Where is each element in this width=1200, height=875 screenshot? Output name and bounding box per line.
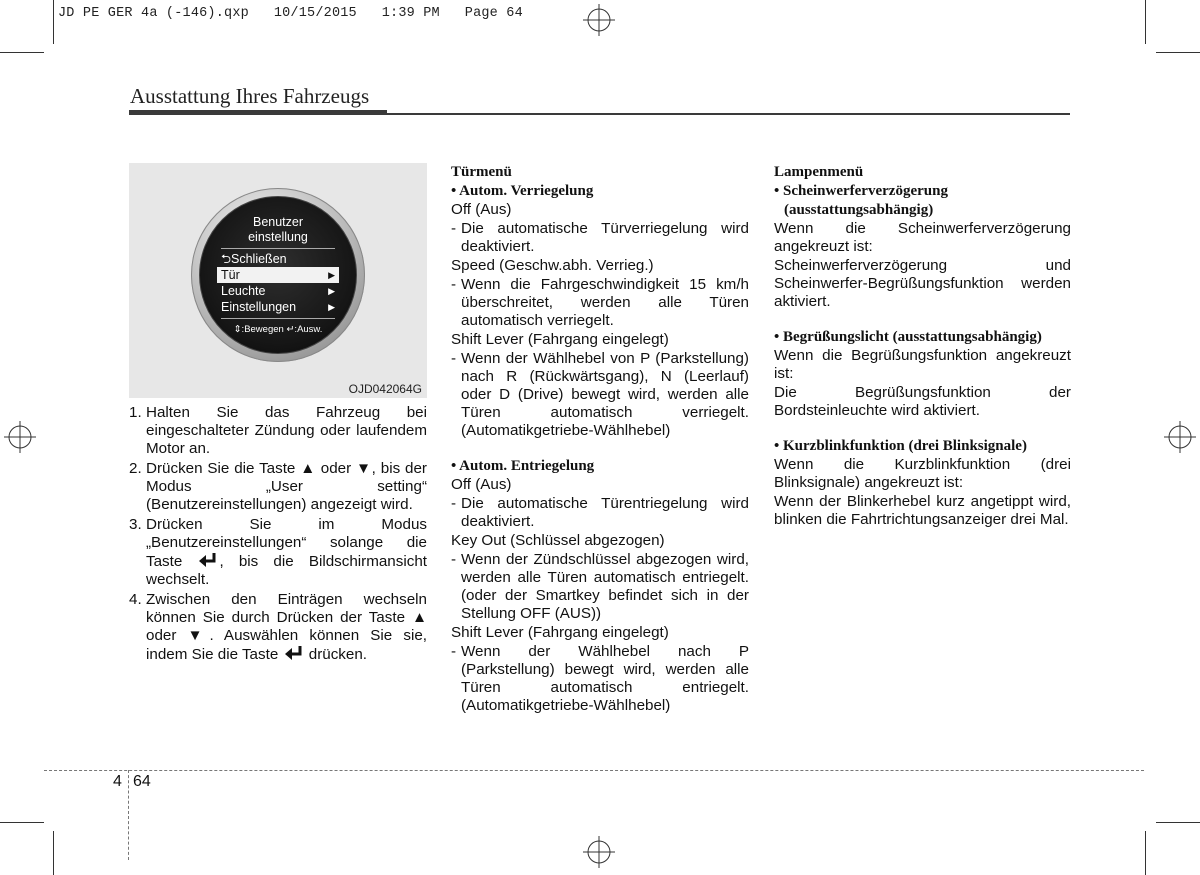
enter-key-icon bbox=[283, 645, 305, 661]
step-number: 3. bbox=[129, 516, 142, 533]
subsection-heading: Lampenmenü bbox=[774, 164, 864, 180]
option-desc: Wenn die Fahrgeschwindigkeit 15 km/h überschreitet, werden alle Türen automatisch verriegelt. bbox=[461, 276, 749, 329]
section-title: Ausstattung Ihres Fahrzeugs bbox=[130, 84, 370, 108]
crop-mark bbox=[53, 831, 54, 875]
step-text: Drücken Sie die Taste ▲ oder ▼, bis der Modus „User setting“ (Benutzereinstellungen) angezeigt wird. bbox=[146, 460, 427, 513]
user-settings-menu bbox=[217, 215, 339, 336]
list-item bbox=[129, 591, 427, 664]
option-label: Shift Lever (Fahrgang eingelegt) bbox=[451, 624, 669, 641]
menu-item-label: Leuchte bbox=[221, 284, 266, 298]
menu-item-label: Einstellungen bbox=[221, 300, 297, 314]
crop-mark bbox=[1145, 0, 1146, 44]
title-rule bbox=[129, 110, 387, 115]
registration-mark-icon bbox=[583, 4, 615, 36]
step-number: 2. bbox=[129, 460, 142, 477]
item-heading: • Kurzblinkfunktion (drei Blinksignale) bbox=[774, 438, 1027, 454]
list-item: - Wenn der Zündschlüssel abgezogen wird, werden alle Türen automatisch entriegelt. (oder der Smartkey befindet sich in der Stellung OFF (AUS)) bbox=[451, 551, 749, 622]
menu-footer-move: Bewegen bbox=[244, 324, 284, 335]
registration-mark-icon bbox=[4, 421, 36, 453]
registration-mark-icon bbox=[583, 836, 615, 868]
lamp-menu-column bbox=[774, 163, 1071, 530]
door-menu-column bbox=[451, 163, 749, 716]
paragraph: Wenn die Begrüßungsfunktion angekreuzt ist: bbox=[774, 347, 1071, 382]
chevron-right-icon: ▶ bbox=[328, 270, 335, 280]
item-heading: • Autom. Entriegelung bbox=[451, 458, 595, 474]
menu-title: einstellung bbox=[248, 230, 308, 244]
option-label: Off (Aus) bbox=[451, 201, 512, 218]
paragraph: Scheinwerferverzögerung und Scheinwerfer-Begrüßungsfunktion werden aktiviert. bbox=[774, 257, 1071, 310]
step-text bbox=[146, 591, 427, 664]
paragraph: Wenn die Kurzblinkfunktion (drei Blinksignale) angekreuzt ist: bbox=[774, 456, 1071, 491]
step-number: 4. bbox=[129, 591, 142, 608]
menu-item-settings bbox=[217, 299, 339, 315]
crop-mark bbox=[0, 822, 44, 823]
list-item: - Wenn der Wählhebel nach P (Parkstellung) bewegt wird, werden alle Türen automatisch entriegelt. (Automatikgetriebe-Wählhebel) bbox=[451, 643, 749, 714]
menu-item-door bbox=[217, 267, 339, 283]
item-heading: • Scheinwerferverzögerung bbox=[774, 183, 948, 199]
option-label: Off (Aus) bbox=[451, 476, 512, 493]
option-label: Shift Lever (Fahrgang eingelegt) bbox=[451, 331, 669, 348]
list-item: - Die automatische Türentriegelung wird deaktiviert. bbox=[451, 495, 749, 530]
paragraph: Wenn der Blinkerhebel kurz angetippt wird, blinken die Fahrtrichtungsanzeiger drei Mal. bbox=[774, 493, 1071, 528]
paragraph: Die Begrüßungsfunktion der Bordsteinleuchte wird aktiviert. bbox=[774, 384, 1071, 419]
option-label: Key Out (Schlüssel abgezogen) bbox=[451, 532, 665, 549]
list-item: - Wenn die Fahrgeschwindigkeit 15 km/h überschreitet, werden alle Türen automatisch verriegelt. bbox=[451, 276, 749, 329]
menu-footer: ⇕:Bewegen ↵:Ausw. bbox=[233, 324, 323, 335]
menu-item-label: Schließen bbox=[231, 252, 287, 266]
option-desc: Wenn der Wählhebel nach P (Parkstellung) bewegt wird, werden alle Türen automatisch entriegelt. (Automatikgetriebe-Wählhebel) bbox=[461, 643, 749, 714]
item-heading: • Autom. Verriegelung bbox=[451, 183, 594, 199]
menu-item-label: Tür bbox=[221, 268, 240, 282]
footer-divider bbox=[128, 770, 129, 860]
crop-mark bbox=[1145, 831, 1146, 875]
step-text-part: Zwischen den Einträgen wechseln können Sie durch Drücken der Taste ▲ oder ▼. Auswählen können Sie sie, indem Sie die Taste bbox=[146, 591, 427, 663]
step-text-part: , bis die Bildschirmansicht wechselt. bbox=[146, 553, 427, 588]
step-text-part: Drücken Sie im Modus „Benutzereinstellungen“ solange die Taste bbox=[146, 516, 427, 570]
menu-divider bbox=[221, 248, 335, 249]
up-down-icon: ⇕ bbox=[233, 324, 242, 335]
figure-code: OJD042064G bbox=[348, 382, 422, 396]
chapter-number: 4 bbox=[113, 773, 122, 790]
list-item bbox=[129, 404, 427, 458]
list-item: - Wenn der Wählhebel von P (Parkstellung) nach R (Rückwärtsgang), N (Leerlauf) oder D (Drive) bewegt wird, werden alle Türen automatisch verriegelt. (Automatikgetriebe-Wählhebel) bbox=[451, 350, 749, 439]
menu-footer-select: Ausw. bbox=[297, 324, 323, 335]
option-label: Speed (Geschw.abh. Verrieg.) bbox=[451, 257, 654, 274]
list-item bbox=[129, 460, 427, 514]
menu-title: Benutzer bbox=[252, 215, 304, 229]
steps-column bbox=[129, 404, 427, 666]
menu-divider bbox=[221, 318, 335, 319]
item-heading: (ausstattungsabhängig) bbox=[784, 202, 934, 218]
chevron-right-icon: ▶ bbox=[328, 286, 335, 296]
crop-mark bbox=[0, 52, 44, 53]
print-header: JD PE GER 4a (-146).qxp 10/15/2015 1:39 PM Page 64 bbox=[58, 6, 523, 21]
crop-mark bbox=[53, 0, 54, 44]
step-text: Halten Sie das Fahrzeug bei eingeschalteter Zündung oder laufendem Motor an. bbox=[146, 404, 427, 457]
chevron-right-icon: ▶ bbox=[328, 302, 335, 312]
cluster-display-figure bbox=[129, 163, 427, 398]
page-number: 64 bbox=[133, 773, 151, 790]
step-text-part: drücken. bbox=[308, 646, 368, 663]
enter-key-icon bbox=[197, 552, 219, 568]
menu-item-close bbox=[217, 251, 339, 267]
crop-mark bbox=[1156, 52, 1200, 53]
title-rule bbox=[387, 113, 1070, 115]
option-desc: Wenn der Wählhebel von P (Parkstellung) nach R (Rückwärtsgang), N (Leerlauf) oder D (Drive) bewegt wird, werden alle Türen automatisch verriegelt. (Automatikgetriebe-Wählhebel) bbox=[461, 350, 749, 439]
enter-icon: ↵ bbox=[286, 324, 295, 335]
back-arrow-icon: ⮌ bbox=[221, 252, 232, 266]
footer-rule bbox=[44, 770, 1144, 771]
option-desc: Die automatische Türentriegelung wird deaktiviert. bbox=[461, 495, 749, 530]
menu-item-lights bbox=[217, 283, 339, 299]
option-desc: Die automatische Türverriegelung wird deaktiviert. bbox=[461, 220, 749, 255]
registration-mark-icon bbox=[1164, 421, 1196, 453]
list-item: - Die automatische Türverriegelung wird deaktiviert. bbox=[451, 220, 749, 255]
step-number: 1. bbox=[129, 404, 142, 421]
option-desc: Wenn der Zündschlüssel abgezogen wird, werden alle Türen automatisch entriegelt. (oder der Smartkey befindet sich in der Stellung OFF (AUS)) bbox=[461, 551, 749, 622]
item-heading: • Begrüßungslicht (ausstattungsabhängig) bbox=[774, 329, 1042, 345]
crop-mark bbox=[1156, 822, 1200, 823]
step-text bbox=[146, 516, 427, 589]
list-item bbox=[129, 516, 427, 589]
subsection-heading: Türmenü bbox=[451, 164, 512, 180]
paragraph: Wenn die Scheinwerferverzögerung angekreuzt ist: bbox=[774, 220, 1071, 255]
